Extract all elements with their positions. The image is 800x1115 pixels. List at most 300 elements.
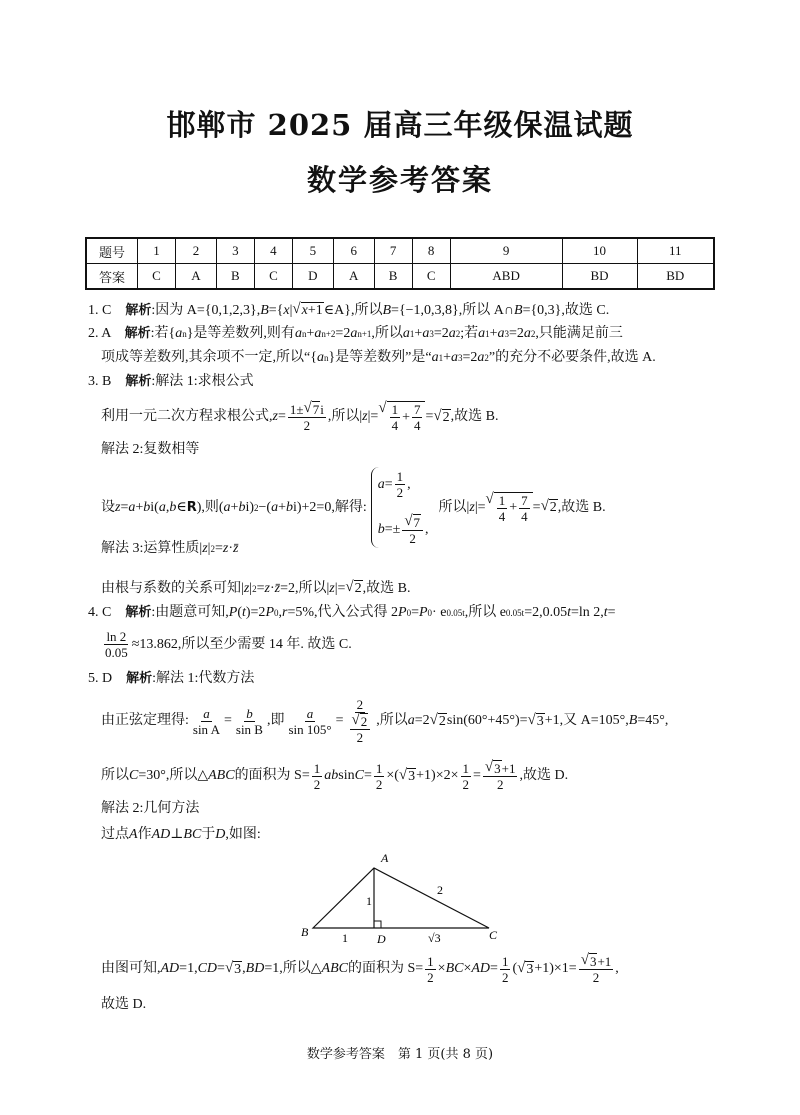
radical-sign: √ <box>580 952 589 968</box>
math-variable: a <box>451 350 458 365</box>
question-number-cell: 4 <box>254 238 292 264</box>
text-run: 2 <box>427 969 434 985</box>
text-run: · e <box>432 605 447 620</box>
math-variable: a <box>271 499 279 515</box>
math-variable: a <box>497 326 505 341</box>
label-c: C <box>489 928 498 942</box>
text-run: = <box>214 541 223 556</box>
text-run: 7 <box>521 492 528 508</box>
text-run: )=2 <box>245 605 266 620</box>
text-run: | <box>289 302 293 318</box>
text-run: , <box>425 522 429 537</box>
math-variable: B <box>514 302 523 318</box>
text-run: + <box>414 326 423 341</box>
radical-sign: √ <box>517 959 526 976</box>
text-run: 2 <box>438 713 446 729</box>
math-variable: a <box>407 713 415 728</box>
text-run: 解法 2:复数相等 <box>101 442 200 457</box>
text-run: sin B <box>235 721 263 737</box>
superscript: 2 <box>210 544 215 554</box>
answer-cell: BD <box>637 264 714 290</box>
math-variable: z̄ <box>233 541 239 556</box>
label-ac-length: 2 <box>437 883 443 897</box>
text-run: 4 <box>521 508 528 524</box>
text-run: 7 <box>413 515 421 530</box>
math-variable: a <box>128 499 136 515</box>
text-run: ,即 <box>266 713 285 728</box>
text-run: i) <box>245 499 255 515</box>
subscript: n <box>301 329 307 339</box>
question-number-cell: 11 <box>637 238 714 264</box>
text-run: 2 <box>496 777 504 792</box>
subscript: 1 <box>409 329 415 339</box>
math-variable: ABC <box>321 961 348 976</box>
math-variable: a <box>422 326 430 341</box>
math-variable: z <box>264 580 270 596</box>
superscript: 2 <box>252 583 257 594</box>
text-run: 2 <box>375 776 383 792</box>
text-run: :解法 1:求根公式 <box>151 374 254 389</box>
text-run: + <box>306 326 315 341</box>
text-run: =1,所以△ <box>264 961 322 976</box>
subscript: 1 <box>485 329 490 339</box>
text-run: 2 <box>313 776 321 792</box>
text-run: :因为 A={0,1,2,3}, <box>151 302 261 318</box>
text-run: 2 <box>356 697 364 712</box>
text-run: 2 <box>354 581 362 596</box>
text-run: , <box>165 499 170 515</box>
question-number-cell: 3 <box>216 238 254 264</box>
text-run: +1)×2× <box>416 768 459 783</box>
subscript: n+2 <box>321 329 336 339</box>
text-run: 1 <box>501 953 509 969</box>
text-run: = <box>277 409 286 424</box>
text-run: −( <box>258 499 272 515</box>
math-variable: B <box>260 302 269 318</box>
right-angle-mark <box>374 921 381 928</box>
text-run: 2 <box>360 714 368 729</box>
text-run: 1 <box>498 492 506 508</box>
math-variable: a <box>448 326 456 341</box>
text-run: 由正弦定理得: <box>101 713 189 728</box>
text-run: 7 <box>413 402 421 417</box>
math-variable: D <box>215 827 226 842</box>
radical-sign: √ <box>292 301 301 317</box>
text-run: = <box>607 605 616 620</box>
radical-sign: √ <box>433 407 442 424</box>
question-number-cell: 6 <box>333 238 374 264</box>
row-label: 题号 <box>86 238 138 264</box>
text-run: 1 <box>462 760 469 776</box>
math-variable: r <box>282 605 288 620</box>
answer-cell: B <box>374 264 412 290</box>
text-run: 所以 <box>101 768 129 783</box>
label-b: B <box>301 925 309 939</box>
math-variable: a <box>316 350 324 365</box>
math-variable: a <box>175 326 183 341</box>
text-run: 由图可知, <box>101 961 161 976</box>
answer-cell: ABD <box>450 264 562 290</box>
bold-label: 解析 <box>125 302 152 318</box>
text-run: 利用一元二次方程求根公式, <box>101 409 273 424</box>
text-run: =ln 2, <box>570 605 604 620</box>
math-variable: x <box>283 302 290 318</box>
math-variable: z <box>329 580 335 596</box>
question-number-cell: 2 <box>176 238 217 264</box>
math-variable: z <box>202 541 208 556</box>
text-run: 解法 3:运算性质| <box>101 541 203 556</box>
text-run: 3 <box>408 768 416 784</box>
text-run: :由题意可知, <box>151 605 229 620</box>
text-run: ,故选 B. <box>362 580 411 596</box>
text-run: }是等差数列,则有 <box>186 326 295 341</box>
text-run: 4. C <box>88 605 126 620</box>
text-run: sin <box>338 768 355 783</box>
subscript: 3 <box>458 353 463 363</box>
text-run: + <box>489 326 498 341</box>
math-variable: b <box>143 499 151 515</box>
text-run: 设 <box>101 499 115 515</box>
radical-sign: √ <box>485 490 494 507</box>
label-ad-length: 1 <box>366 894 372 908</box>
math-variable: A <box>129 827 138 842</box>
math-variable: P <box>398 605 407 620</box>
row-label: 答案 <box>86 264 138 290</box>
text-run: 5. D <box>88 671 127 686</box>
math-variable: a <box>477 350 485 365</box>
text-run: 2 <box>462 776 469 792</box>
text-run: 3 <box>589 954 597 969</box>
text-run: sin A <box>192 721 220 737</box>
math-variable: a <box>314 326 322 341</box>
text-run: 2 <box>396 485 404 500</box>
math-variable: C <box>354 768 364 783</box>
text-run: + <box>402 409 410 425</box>
text-run: i <box>320 401 324 417</box>
document-title: 邯郸市 2025 届高三年级保温试题 <box>166 108 634 142</box>
question-number-cell: 7 <box>374 238 412 264</box>
text-run: 2 <box>356 730 364 745</box>
text-run: , <box>615 961 619 976</box>
text-run: = <box>532 499 541 515</box>
text-run: 作 <box>137 827 152 842</box>
text-run: = <box>217 961 225 976</box>
text-run: 故选 D. <box>101 997 147 1012</box>
superscript: 0.05t <box>505 608 525 618</box>
bold-label: 解析 <box>125 374 152 389</box>
subscript: 0 <box>406 608 412 618</box>
text-run: 过点 <box>101 827 129 842</box>
bold-label: R <box>186 499 197 515</box>
text-run: :若{ <box>150 326 176 341</box>
text-run: ={0,3},故选 C. <box>522 302 610 318</box>
text-run: ×( <box>386 768 399 783</box>
math-variable: b <box>377 522 385 537</box>
text-run: 的面积为 S= <box>234 768 310 783</box>
text-run: = <box>425 409 434 424</box>
question-number-cell: 5 <box>292 238 333 264</box>
math-variable: z̄ <box>274 580 281 596</box>
text-run: :解法 1:代数方法 <box>152 671 255 686</box>
text-run: ∈ <box>176 499 187 515</box>
label-dc-length: √3 <box>428 931 441 945</box>
text-run: 4 <box>413 418 421 433</box>
text-run: ”的充分不必要条件,故选 A. <box>488 350 656 365</box>
text-run: ,所以| <box>327 409 363 424</box>
math-variable: a <box>203 705 210 721</box>
text-run: ( <box>237 605 242 620</box>
radical-sign: √ <box>345 579 354 595</box>
math-variable: a <box>402 326 410 341</box>
math-variable: ABC <box>208 768 235 783</box>
text-run: ,所以 <box>376 713 408 728</box>
text-run: = <box>223 713 232 728</box>
text-run: 3 <box>526 961 534 977</box>
radical-sign: √ <box>429 711 438 728</box>
text-run: sin 105° <box>288 721 332 737</box>
subscript: 2 <box>484 353 489 363</box>
text-run: + <box>443 350 451 365</box>
math-variable: a <box>294 326 302 341</box>
math-variable: z <box>469 499 475 515</box>
question-number-cell: 1 <box>138 238 176 264</box>
text-run: = <box>490 961 498 976</box>
math-variable: P <box>265 605 274 620</box>
text-run: 2. A <box>88 326 125 341</box>
text-run: ,只能满足前三 <box>535 326 623 341</box>
text-run: =2 <box>433 326 449 341</box>
text-run: 4 <box>391 418 399 433</box>
math-variable: x <box>301 303 308 318</box>
bold-label: 解析 <box>126 671 153 686</box>
text-run: |= <box>334 580 346 596</box>
text-run: = <box>411 605 419 620</box>
text-run: = <box>473 768 481 783</box>
text-run: +1 <box>597 953 612 969</box>
text-run: 3 <box>234 961 242 977</box>
text-run: 1 <box>391 402 399 417</box>
math-variable: B <box>628 713 638 728</box>
text-run: ),则( <box>196 499 224 515</box>
text-run: = <box>120 499 129 515</box>
text-run: |= <box>367 409 379 424</box>
text-run: 2 <box>592 970 600 985</box>
text-run: 3 <box>494 761 501 776</box>
answer-cell: B <box>216 264 254 290</box>
radical-sign: √ <box>398 766 408 783</box>
text-run: ( <box>512 961 518 976</box>
math-variable: a <box>158 499 166 515</box>
text-run: =2 <box>335 326 351 341</box>
radical-sign: √ <box>540 498 549 514</box>
text-run: | <box>249 580 253 596</box>
text-run: =1, <box>179 961 198 976</box>
text-run: =45°, <box>637 713 669 728</box>
text-run: | <box>207 541 211 556</box>
text-run: =5%,代入公式得 2 <box>287 605 399 620</box>
text-run: ,所以 <box>371 326 403 341</box>
text-run: |= <box>474 499 486 515</box>
math-variable: BC <box>445 961 464 976</box>
text-run: =2 <box>509 326 524 341</box>
text-run: ln 2 <box>106 629 127 644</box>
math-variable: BD <box>245 961 265 976</box>
math-variable: t <box>603 605 608 620</box>
question-number-cell: 8 <box>412 238 450 264</box>
text-run: ≈13.862,所以至少需要 14 年. 故选 C. <box>131 636 352 652</box>
text-run: 所以| <box>438 499 470 515</box>
math-variable: AD <box>160 961 180 976</box>
text-run: =2 <box>462 350 478 365</box>
superscript: 2 <box>254 502 259 513</box>
text-run: , <box>242 961 246 976</box>
math-variable: a <box>478 326 486 341</box>
math-variable: AD <box>151 827 171 842</box>
text-run: 0.05 <box>105 645 128 660</box>
radical-sign: √ <box>224 959 234 976</box>
text-run: ,如图: <box>225 827 261 842</box>
math-variable: a <box>377 476 385 492</box>
text-run: ⊥ <box>170 827 184 842</box>
text-run: + <box>135 499 144 515</box>
subscript: 3 <box>429 329 434 339</box>
text-run: 3 <box>536 713 544 729</box>
answer-cell: C <box>254 264 292 290</box>
math-variable: CD <box>197 961 218 976</box>
math-variable: ab <box>324 768 339 783</box>
label-bd-length: 1 <box>342 931 348 945</box>
text-run: , <box>407 476 411 492</box>
math-variable: a <box>523 326 531 341</box>
text-run: 于 <box>201 827 216 842</box>
math-variable: P <box>418 605 428 620</box>
text-run: ={−1,0,3,8},所以 A∩ <box>391 302 514 318</box>
answer-cell: C <box>138 264 176 290</box>
radical-sign: √ <box>378 400 387 416</box>
text-run: ∈A},所以 <box>323 302 383 318</box>
math-variable: C <box>129 768 139 783</box>
text-run: +1 <box>501 760 516 776</box>
text-run: i)+2=0,解得: <box>292 499 367 515</box>
text-run: ,故选 B. <box>450 409 499 424</box>
text-run: · <box>228 541 233 556</box>
text-run: = <box>256 580 265 596</box>
text-run: 2 <box>549 500 557 515</box>
text-run: 1± <box>289 401 304 417</box>
radical-sign: √ <box>484 759 494 775</box>
text-run: 项成等差数列,其余项不一定,所以“{ <box>101 350 317 365</box>
label-d: D <box>377 932 386 946</box>
question-number-cell: 9 <box>450 238 562 264</box>
text-run: +1)×1= <box>534 961 577 976</box>
question-number-cell: 10 <box>562 238 637 264</box>
subscript: n <box>323 353 329 363</box>
text-run: 2 <box>303 418 311 433</box>
math-variable: b <box>238 499 246 515</box>
text-run: 1 <box>396 469 404 484</box>
superscript: 0.05t <box>446 608 465 618</box>
text-run: 的面积为 S= <box>347 961 424 976</box>
math-variable: z <box>272 409 278 424</box>
math-variable: z <box>243 580 250 596</box>
subscript: 3 <box>504 329 510 339</box>
radical-sign: √ <box>351 712 360 728</box>
math-variable: a <box>350 326 358 341</box>
text-run: + <box>509 500 518 515</box>
triangle-abc <box>313 868 489 928</box>
math-variable: t <box>567 605 571 620</box>
text-run: ={ <box>268 302 284 318</box>
math-variable: B <box>382 302 392 318</box>
math-variable: z <box>115 499 121 515</box>
radical-sign: √ <box>303 400 312 416</box>
math-variable: a <box>223 499 231 515</box>
text-run: = <box>335 713 344 728</box>
text-run: =2 <box>414 713 430 728</box>
text-run: i( <box>150 499 159 515</box>
text-run: ,故选 B. <box>557 499 606 515</box>
subscript: 1 <box>438 353 444 363</box>
math-variable: b <box>246 705 253 721</box>
text-run: × <box>437 961 446 976</box>
text-run: ,所以 e <box>464 605 506 620</box>
bold-label: 解析 <box>125 605 152 620</box>
math-variable: b <box>169 499 177 515</box>
answer-cell: C <box>412 264 450 290</box>
subscript: 2 <box>530 329 536 339</box>
text-run: sin(60°+45°)= <box>446 713 528 728</box>
text-run: 2 <box>409 531 416 546</box>
text-run: =2,0.05 <box>524 605 568 620</box>
math-variable: t <box>241 605 246 620</box>
text-run: 3. B <box>88 374 126 389</box>
text-run: · <box>269 580 275 596</box>
page-footer: 数学参考答案 第 1 页(共 8 页) <box>306 1047 494 1062</box>
text-run: = <box>384 476 393 492</box>
text-run: 1. C <box>88 302 126 318</box>
math-variable: a <box>431 350 439 365</box>
math-variable: z <box>362 409 368 424</box>
text-run: 2 <box>442 409 450 425</box>
text-run: 1 <box>313 760 321 776</box>
subscript: 0 <box>274 608 279 618</box>
text-run: ;若 <box>460 326 479 341</box>
text-run: 4 <box>498 508 506 524</box>
text-run: × <box>463 961 472 976</box>
answer-cell: A <box>176 264 217 290</box>
text-run: =2,所以| <box>280 580 330 596</box>
text-run: ,故选 D. <box>519 768 569 783</box>
math-variable: BC <box>183 827 202 842</box>
radical-sign: √ <box>527 711 536 728</box>
math-variable: AD <box>471 961 491 976</box>
text-run: 1 <box>375 760 383 776</box>
math-variable: a <box>306 705 314 721</box>
subscript: n+1 <box>357 329 372 339</box>
answer-cell: D <box>292 264 333 290</box>
math-variable: P <box>228 605 238 620</box>
text-run: = <box>363 768 372 783</box>
text-run: 2 <box>501 969 509 985</box>
bold-label: 解析 <box>124 326 151 341</box>
subscript: 0 <box>427 608 433 618</box>
text-run: + <box>230 499 239 515</box>
text-run: + <box>278 499 286 515</box>
text-run: 1 <box>427 953 434 969</box>
math-variable: z <box>222 541 229 556</box>
text-run: , <box>278 605 282 620</box>
subscript: n <box>182 329 187 339</box>
